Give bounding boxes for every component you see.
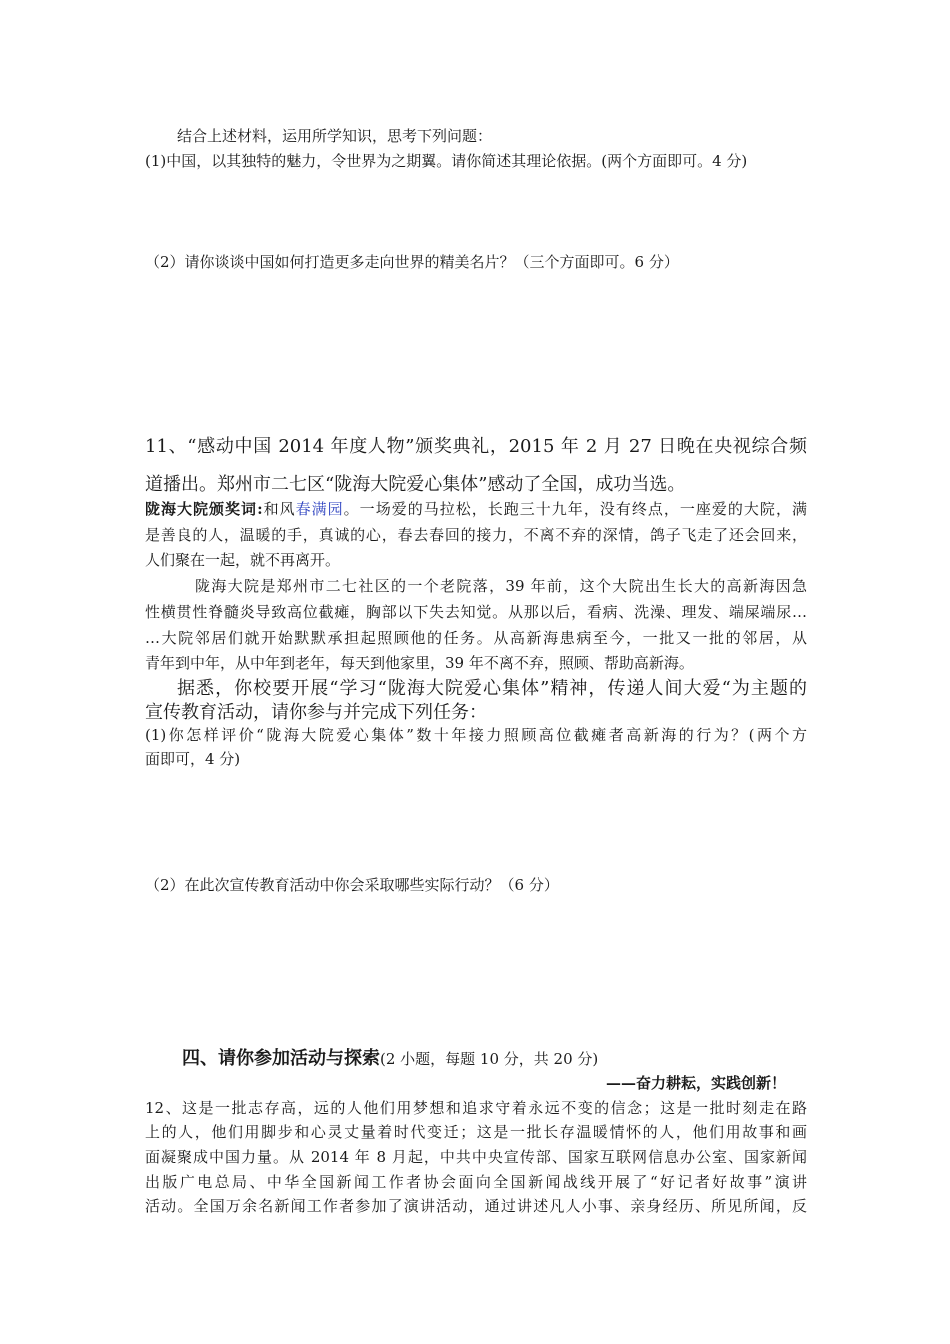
question-11-heading-line-1: 11、“感动中国 2014 年度人物”颁奖典礼，2015 年 2 月 27 日晚在央视综合频 — [145, 436, 807, 457]
intro-text: 结合上述材料，运用所学知识，思考下列问题： — [177, 127, 493, 145]
question-11-heading-line-2: 道播出。郑州市二七区“陇海大院爱心集体”感动了全国，成功当选。 — [145, 474, 686, 495]
award-text-post: 。一场爱的马拉松，长跑三十九年，没有终点，一座爱的大院，满 — [343, 500, 807, 518]
task-line-1: 据悉，你校要开展“学习“陇海大院爱心集体”精神，传递人间大爱“为主题的 — [177, 678, 807, 699]
question-10-2: （2）请你谈谈中国如何打造更多走向世界的精美名片？（三个方面即可。6 分） — [145, 253, 679, 271]
award-link[interactable]: 春满园 — [295, 500, 344, 518]
question-12-line-1: 12、这是一批志存高，远的人他们用梦想和追求守着永远不变的信念；这是一批时刻走在路 — [145, 1099, 807, 1117]
section-4-meta: (2 小题，每题 10 分，共 20 分) — [380, 1050, 599, 1068]
section-4-title: 四、请你参加活动与探索 — [182, 1048, 380, 1069]
award-text-pre: 和风 — [262, 500, 296, 518]
question-11-1-line-1: (1)你怎样评价“陇海大院爱心集体”数十年接力照顾高位截瘫者高新海的行为？(两个方 — [145, 726, 807, 744]
story-line-4: 青年到中年，从中年到老年，每天到他家里，39 年不离不弃，照顾、帮助高新海。 — [145, 654, 694, 672]
section-4-motto: ——奋力耕耘，实践创新！ — [606, 1074, 787, 1092]
question-12-line-4: 出版广电总局、中华全国新闻工作者协会面向全国新闻战线开展了“好记者好故事”演讲 — [145, 1173, 807, 1191]
question-10-1: (1)中国，以其独特的魅力，令世界为之期翼。请你简述其理论依据。(两个方面即可。4 分) — [145, 152, 748, 170]
question-12-line-3: 面凝聚成中国力量。从 2014 年 8 月起，中共中央宣传部、国家互联网信息办公室、国家新闻 — [145, 1148, 807, 1166]
question-12-line-5: 活动。全国万余名新闻工作者参加了演讲活动，通过讲述凡人小事、亲身经历、所见所闻，反 — [145, 1197, 807, 1215]
question-11-2: （2）在此次宣传教育活动中你会采取哪些实际行动？（6 分） — [145, 876, 559, 894]
award-speech-line-2: 是善良的人，温暖的手，真诚的心，春去春回的接力，不离不弃的深情，鸽子飞走了还会回来， — [145, 526, 807, 544]
question-11-1-line-2: 面即可，4 分) — [145, 750, 241, 768]
award-speech-line-1 — [145, 499, 807, 519]
award-label: 陇海大院颁奖词: — [145, 500, 263, 518]
section-4-heading — [182, 1047, 598, 1071]
story-line-2: 性横贯性脊髓炎导致高位截瘫，胸部以下失去知觉。从那以后，看病、洗澡、理发、端屎端尿… — [145, 603, 807, 621]
story-line-3: …大院邻居们就开始默默承担起照顾他的任务。从高新海患病至今，一批又一批的邻居，从 — [145, 629, 807, 647]
task-line-2: 宣传教育活动，请你参与并完成下列任务： — [145, 702, 487, 723]
question-12-line-2: 上的人，他们用脚步和心灵丈量着时代变迁；这是一批长存温暖情怀的人，他们用故事和画 — [145, 1123, 807, 1141]
award-speech-line-3: 人们聚在一起，就不再离开。 — [145, 551, 341, 569]
story-line-1: 陇海大院是郑州市二七社区的一个老院落，39 年前，这个大院出生长大的高新海因急 — [195, 577, 807, 595]
